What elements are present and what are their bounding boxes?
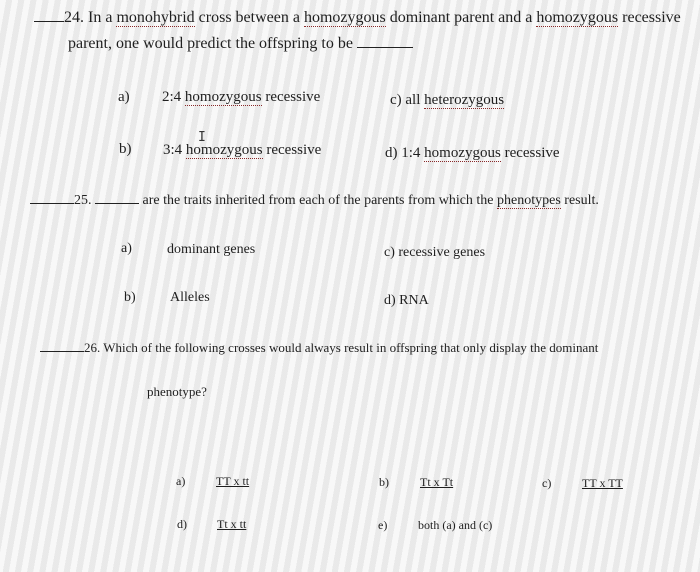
q25-option-c[interactable]: c) recessive genes [384, 245, 486, 260]
q25-stem: 25. are the traits inherited from each of the parents from which the phenotypes result. [30, 193, 599, 209]
q25-answer-blank[interactable] [30, 202, 74, 204]
q26-option-e[interactable]: both (a) and (c) [418, 518, 493, 532]
q24-option-a[interactable]: 2:4 homozygous recessive [162, 89, 321, 105]
q26-stem-line1: 26. Which of the following crosses would always result in offspring that only display the dominant [40, 340, 598, 356]
q26-option-d[interactable]: Tt x tt [217, 517, 247, 531]
q26-option-c-letter: c) [542, 476, 552, 490]
q25-option-a-letter: a) [121, 241, 132, 256]
q25-option-d[interactable]: d) RNA [384, 293, 429, 308]
q24-option-a-letter: a) [118, 89, 130, 105]
q24-stem-line2: parent, one would predict the offspring to be [68, 35, 413, 53]
q26-option-a[interactable]: TT x tt [216, 474, 250, 488]
text-cursor-icon: I [198, 130, 206, 145]
q26-option-d-letter: d) [177, 517, 187, 531]
q25-fill-blank[interactable] [95, 202, 139, 204]
q25-option-b-letter: b) [124, 290, 136, 305]
q26-stem-line2: phenotype? [147, 384, 207, 399]
q24-option-c[interactable]: c) all heterozygous [390, 92, 505, 108]
q26-option-b[interactable]: Tt x Tt [420, 475, 454, 489]
q24-option-d[interactable]: d) 1:4 homozygous recessive [385, 145, 560, 161]
q24-stem-line1: 24. In a monohybrid cross between a homozygous dominant parent and a homozygous recessive [34, 9, 681, 27]
q26-option-a-letter: a) [176, 474, 186, 488]
q24-option-b-letter: b) [119, 141, 132, 157]
q26-option-c[interactable]: TT x TT [582, 476, 623, 490]
q25-option-a[interactable]: dominant genes [167, 242, 256, 257]
q25-option-b[interactable]: Alleles [170, 290, 210, 305]
q26-option-b-letter: b) [379, 475, 389, 489]
q24-option-b[interactable]: 3:4 homozygous recessive [163, 142, 322, 158]
q24-fill-blank[interactable] [357, 46, 413, 48]
q26-option-e-letter: e) [378, 518, 388, 532]
q26-answer-blank[interactable] [40, 350, 84, 352]
q24-answer-blank[interactable] [34, 20, 64, 22]
